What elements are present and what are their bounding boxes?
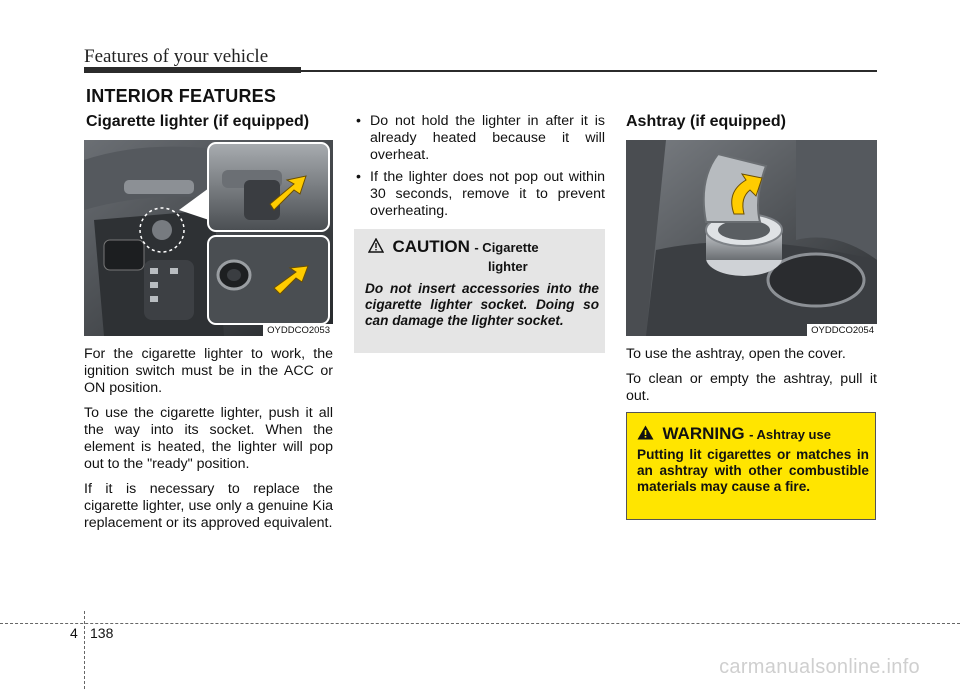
ashtray-illustration (626, 140, 877, 336)
warning-text: Putting lit cigarettes or matches in an ashtray with other combustible materials may cause a fire. (637, 447, 869, 494)
list-item (354, 169, 605, 220)
section-title: INTERIOR FEATURES (86, 86, 277, 106)
lighter-bullet-list (354, 113, 605, 225)
ashtray-paragraph-2: To clean or empty the ashtray, pull it out. (626, 371, 877, 404)
lighter-illustration (84, 140, 333, 336)
lighter-heading: Cigarette lighter (if equipped) (86, 113, 310, 130)
caution-subject-line2: lighter (488, 259, 528, 274)
warning-label: WARNING (662, 424, 745, 443)
ashtray-body (626, 346, 877, 405)
caution-text: Do not insert accessories into the cigarette lighter socket. Doing so can damage the lighter socket. (365, 281, 599, 328)
lighter-image-code: OYDDCO2053 (263, 324, 333, 336)
page-header-title: Features of your vehicle (84, 46, 269, 67)
caution-header (368, 237, 598, 257)
chapter-number: 4 (70, 625, 78, 641)
lighter-paragraph-2: To use the cigarette lighter, push it all the way into its socket. When the element is heated, the lighter will pop out to the "ready" position. (84, 405, 333, 472)
footer-vertical-divider (84, 611, 85, 689)
ashtray-paragraph-1: To use the ashtray, open the cover. (626, 346, 846, 362)
bullet-text: If the lighter does not pop out within 30 seconds, remove it to prevent overheating. (370, 169, 605, 219)
header-rule-thick (84, 67, 301, 73)
lighter-photo (84, 140, 333, 336)
bullet-text: Do not hold the lighter in after it is already heated because it will overheat. (370, 113, 605, 163)
caution-triangle-icon (368, 238, 384, 253)
ashtray-photo (626, 140, 877, 336)
list-item (354, 113, 605, 164)
watermark: carmanualsonline.info (719, 656, 920, 678)
ashtray-image-code: OYDDCO2054 (807, 324, 877, 336)
bullet-dot-icon: • (356, 113, 361, 129)
warning-triangle-icon (637, 425, 654, 440)
page-number: 138 (90, 625, 114, 641)
lighter-paragraph-1: For the cigarette lighter to work, the ignition switch must be in the ACC or ON position. (84, 346, 333, 396)
warning-box (626, 412, 876, 520)
caution-box (354, 229, 605, 353)
bullet-dot-icon: • (356, 169, 361, 185)
caution-label: CAUTION (392, 237, 470, 256)
header-rule-thin (301, 70, 877, 72)
ashtray-heading: Ashtray (if equipped) (626, 113, 787, 130)
caution-subject-line1: - Cigarette (474, 240, 539, 255)
lighter-body (84, 346, 333, 532)
warning-subject: - Ashtray use (749, 427, 831, 442)
lighter-paragraph-3: If it is necessary to replace the cigarette lighter, use only a genuine Kia replacement or its approved equivalent. (84, 481, 333, 531)
footer-divider (0, 623, 960, 624)
warning-header (637, 424, 831, 444)
